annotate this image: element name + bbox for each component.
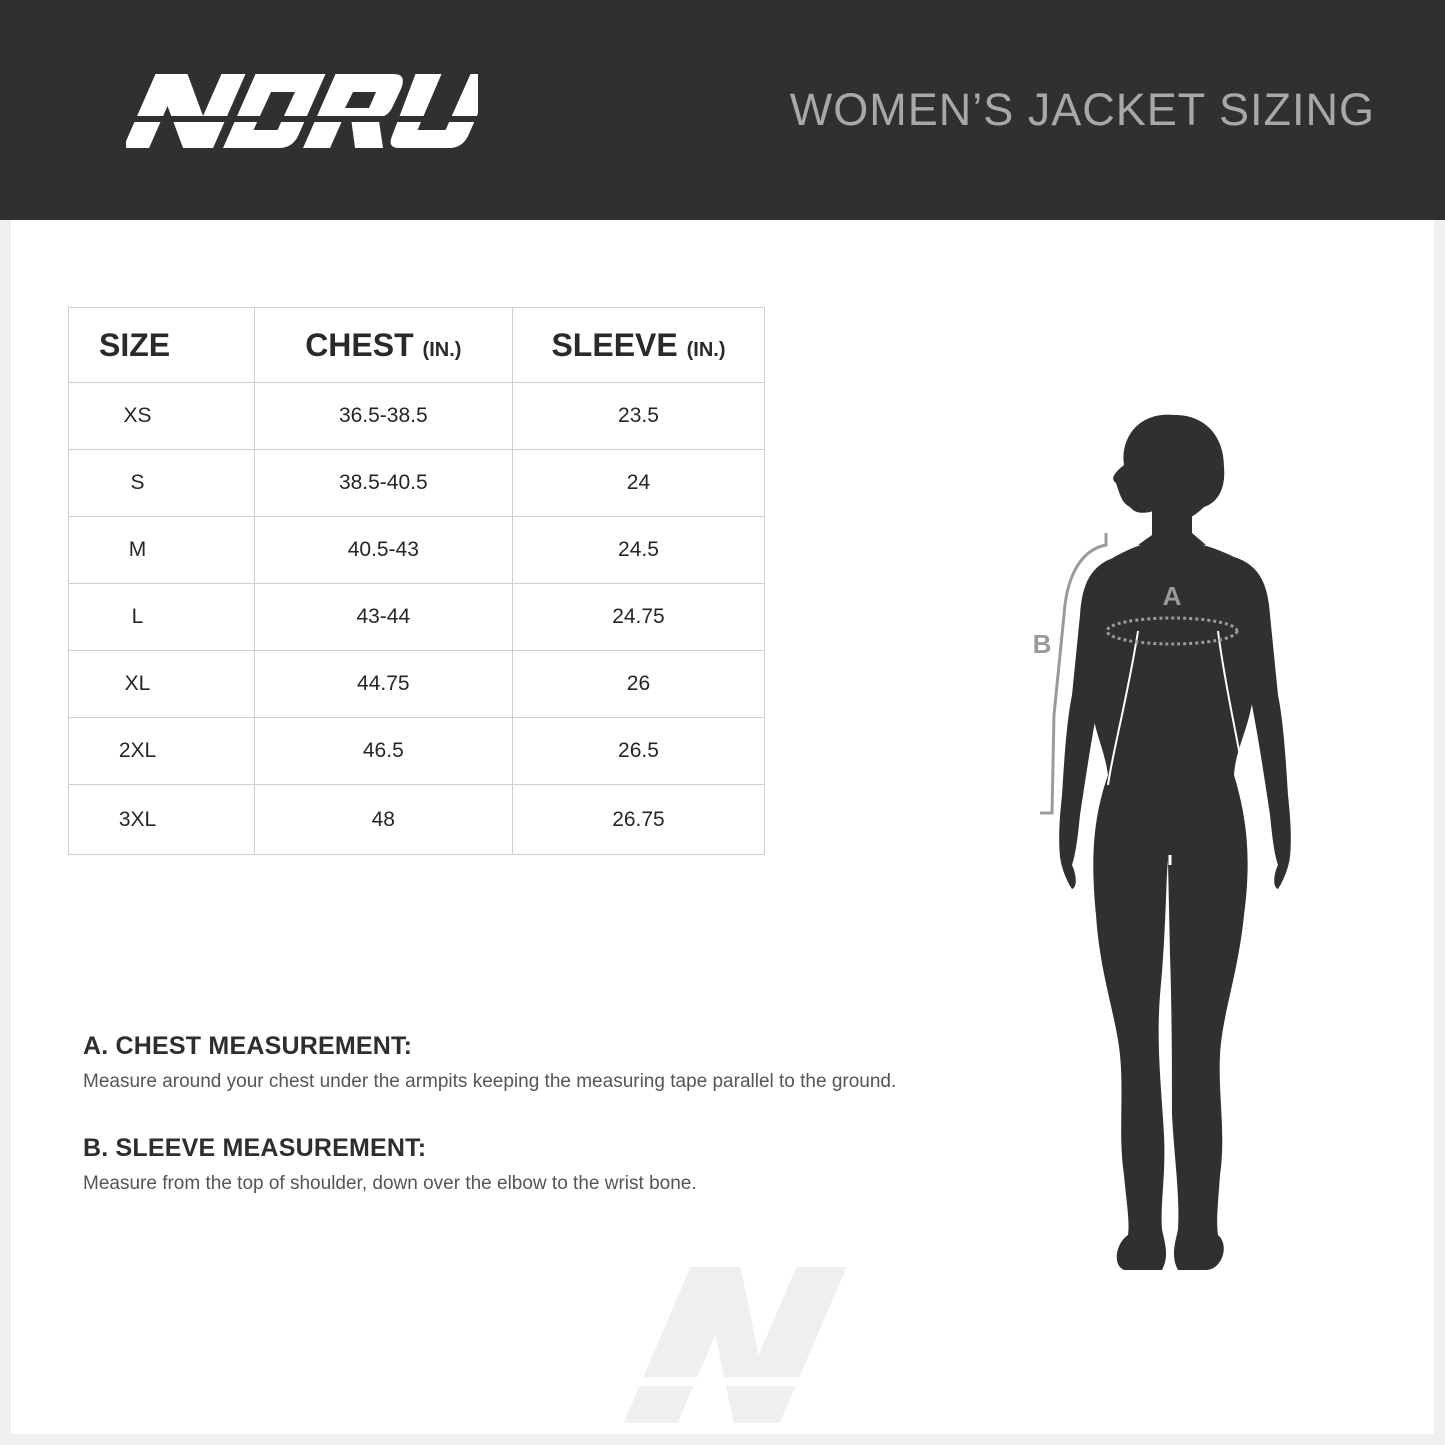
note-title: A. CHEST MEASUREMENT: [83,1032,413,1060]
table-row [69,584,765,651]
header-bar [0,0,1445,220]
noru-logo [126,72,478,152]
sleeve-cell: 26.75 [512,785,764,855]
size-cell: S [69,450,255,517]
note-text: Measure from the top of shoulder, down over the elbow to the wrist bone. [83,1173,697,1194]
chest-cell: 48 [254,785,512,855]
table-row [69,785,765,855]
table-row [69,517,765,584]
sleeve-cell: 23.5 [512,383,764,450]
sleeve-measurement-note [83,1134,697,1195]
column-header-sleeve: SLEEVE (IN.) [512,308,764,383]
sleeve-cell: 26 [512,651,764,718]
chest-cell: 44.75 [254,651,512,718]
chest-measurement-note [83,1032,896,1093]
table-row [69,450,765,517]
sleeve-cell: 24 [512,450,764,517]
sleeve-cell: 26.5 [512,718,764,785]
size-cell: L [69,584,255,651]
page-title: WOMEN’S JACKET SIZING [789,84,1375,135]
size-cell: M [69,517,255,584]
size-cell: 3XL [69,785,255,855]
label-a: A [1162,581,1182,611]
chest-cell: 38.5-40.5 [254,450,512,517]
table-row [69,718,765,785]
chest-cell: 43-44 [254,584,512,651]
size-cell: XS [69,383,255,450]
table-header-row [69,308,765,383]
unit-label: (IN.) [422,338,462,361]
unit-label: (IN.) [686,338,726,361]
sleeve-cell: 24.5 [512,517,764,584]
size-cell: 2XL [69,718,255,785]
chest-cell: 36.5-38.5 [254,383,512,450]
column-header-chest: CHEST (IN.) [254,308,512,383]
size-cell: XL [69,651,255,718]
note-title: B. SLEEVE MEASUREMENT: [83,1134,427,1162]
table-row [69,651,765,718]
chest-cell: 40.5-43 [254,517,512,584]
female-silhouette [1059,415,1291,1270]
label-b: B [1032,629,1052,659]
chest-cell: 46.5 [254,718,512,785]
noru-watermark-icon [611,1265,851,1425]
size-chart-table [68,307,765,855]
table-row [69,383,765,450]
note-text: Measure around your chest under the armpits keeping the measuring tape parallel to the ground. [83,1071,897,1092]
column-header-size: SIZE [69,308,255,383]
body-silhouette-diagram [1020,395,1320,1285]
sleeve-cell: 24.75 [512,584,764,651]
